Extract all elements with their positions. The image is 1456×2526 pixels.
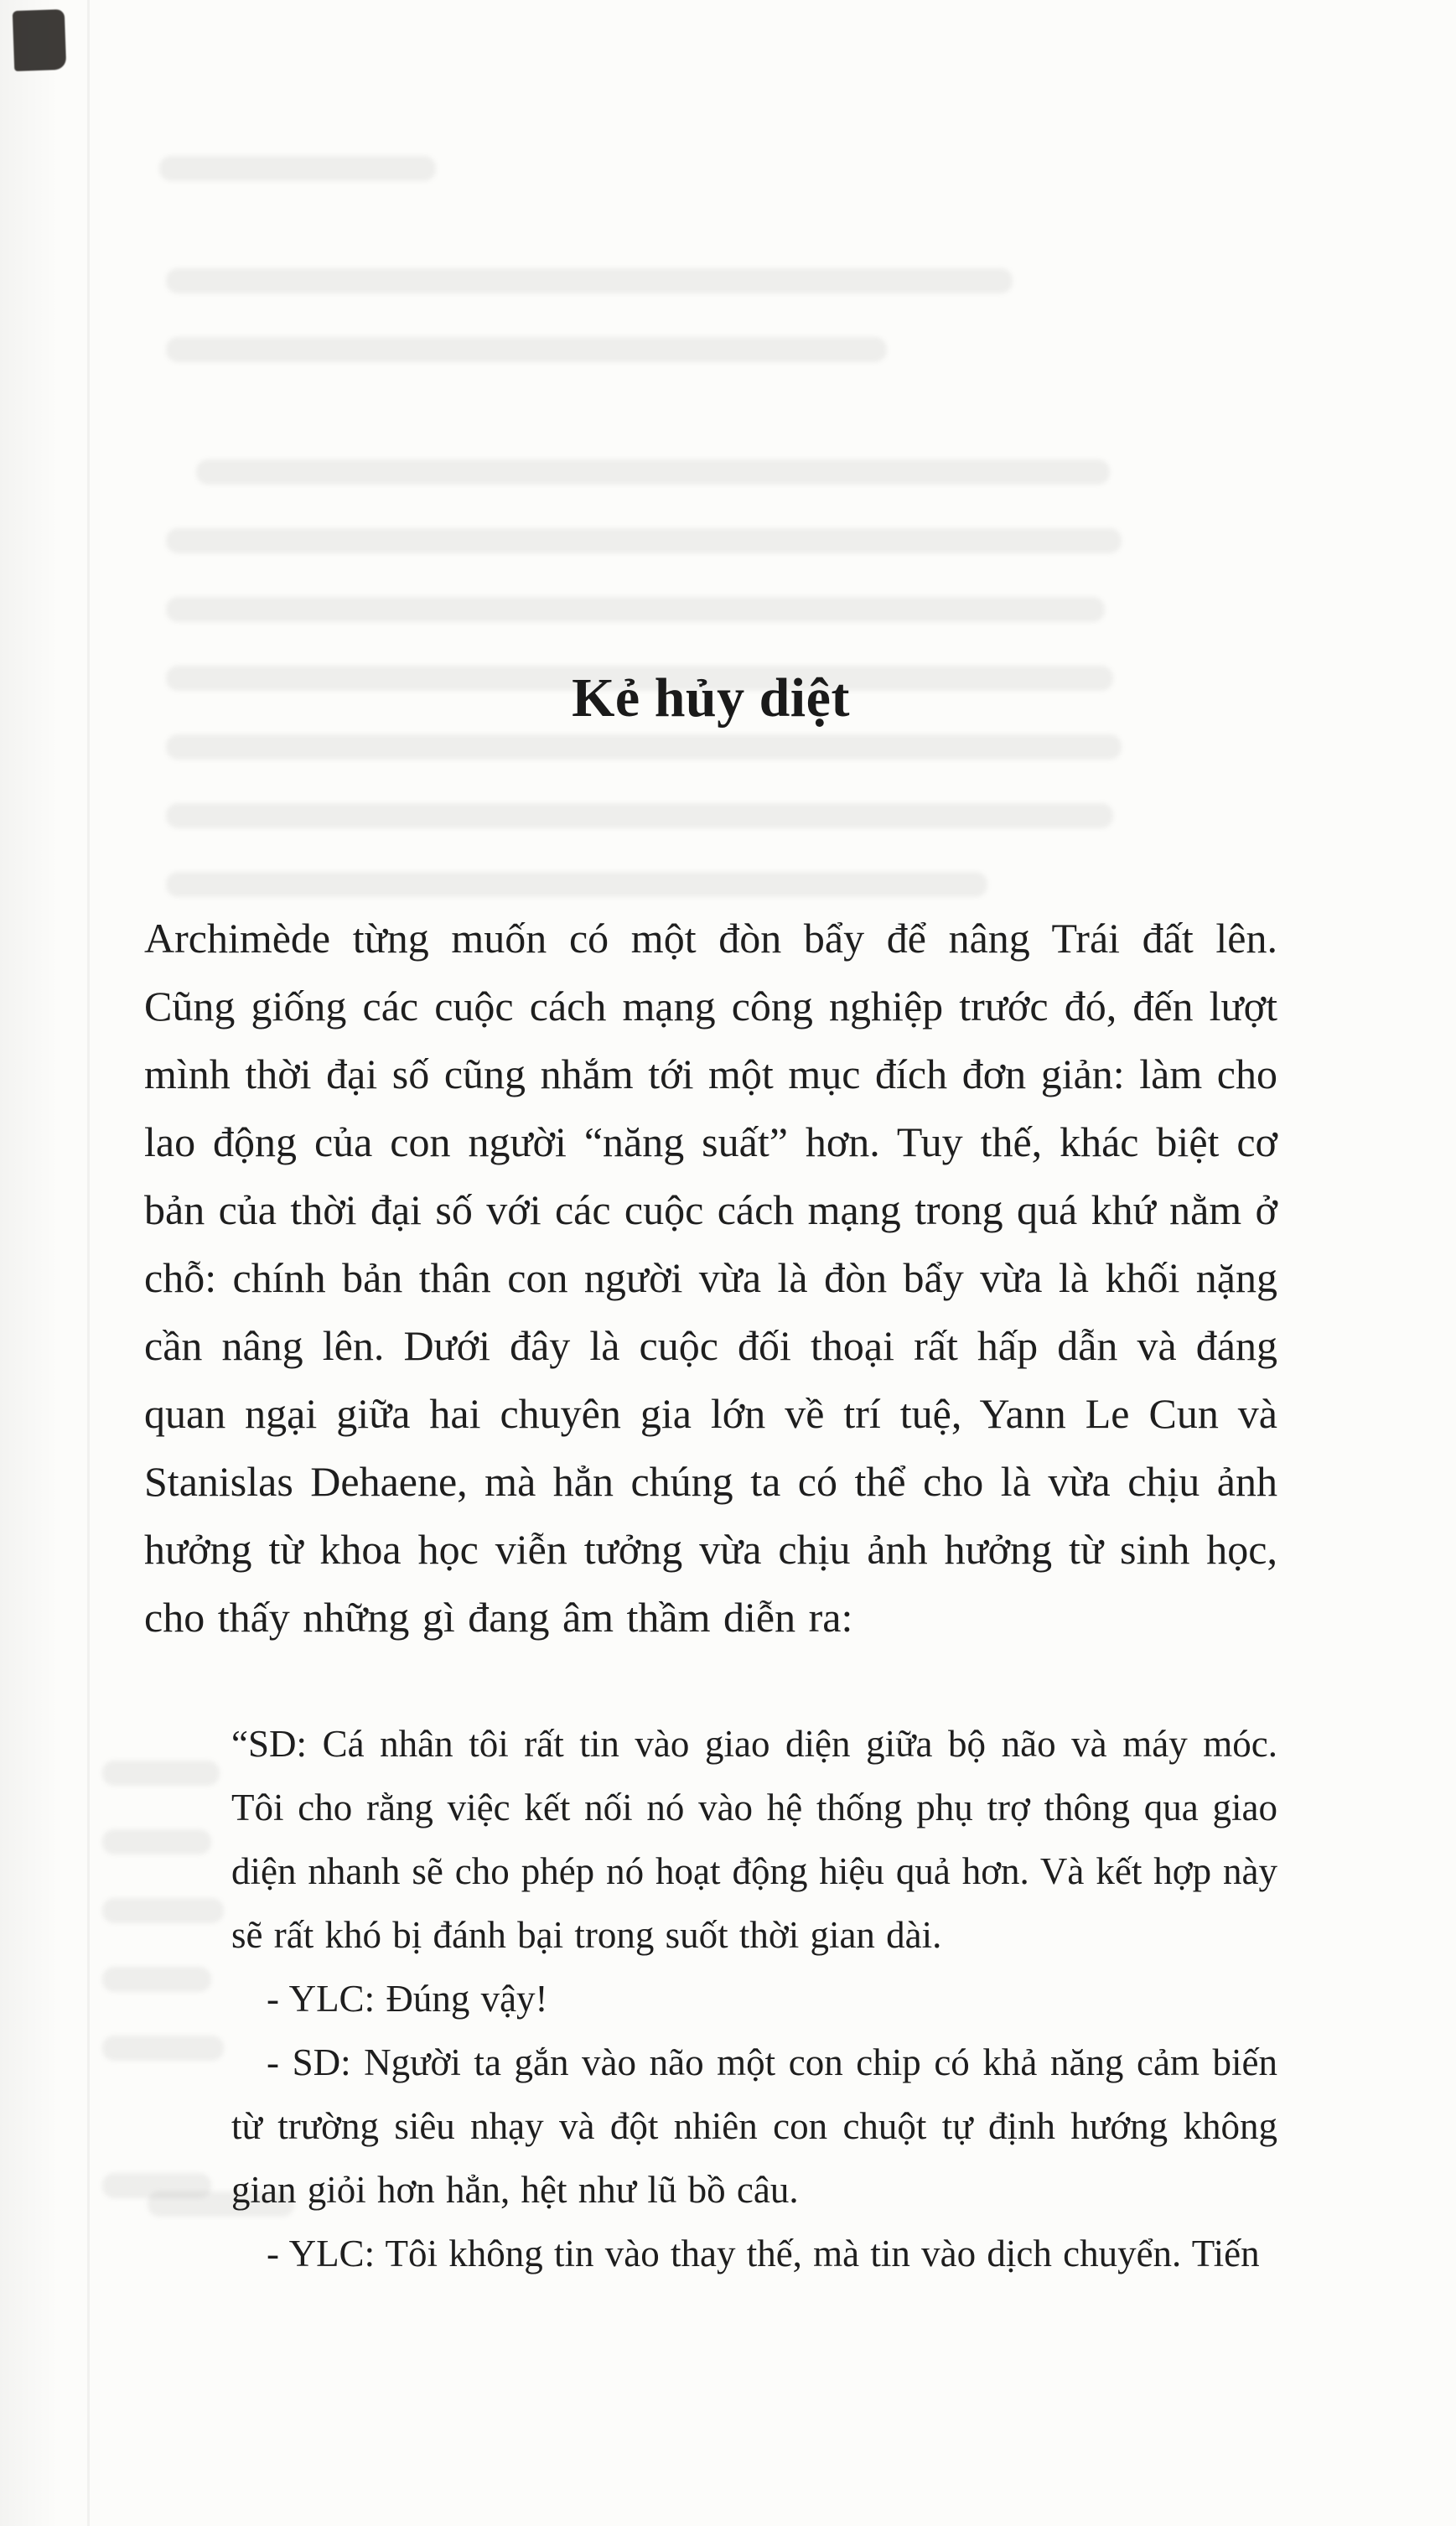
page-edge-line (87, 0, 90, 2526)
chapter-title: Kẻ hủy diệt (572, 667, 850, 729)
quote-paragraph: - YLC: Đúng vậy! (267, 1978, 548, 2020)
quote-paragraph: “SD: Cá nhân tôi rất tin vào giao diện giữa bộ não và máy móc. Tôi cho rằng việc kết nối nó vào hệ thống phụ trợ thông qua giao diện nhanh sẽ cho phép nó hoạt động hiệu quả hơn. Và kết hợp này sẽ rất khó bị đánh bại trong suốt thời gian dài. (231, 1723, 1277, 1956)
scan-corner-mark (13, 9, 66, 71)
body-paragraph: Archimède từng muốn có một đòn bẩy để nâng Trái đất lên. Cũng giống các cuộc cách mạng công nghiệp trước đó, đến lượt mình thời đại số cũng nhắm tới một mục đích đơn giản: làm cho lao động của con người “năng suất” hơn. Tuy thế, khác biệt cơ bản của thời đại số với các cuộc cách mạng trong quá khứ nằm ở chỗ: chính bản thân con người vừa là đòn bẩy vừa là khối nặng cần nâng lên. Dưới đây là cuộc đối thoại rất hấp dẫn và đáng quan ngại giữa hai chuyên gia lớn về trí tuệ, Yann Le Cun và Stanislas Dehaene, mà hẳn chúng ta có thể cho là vừa chịu ảnh hưởng từ khoa học viễn tưởng vừa chịu ảnh hưởng từ sinh học, cho thấy những gì đang âm thầm diễn ra: (144, 915, 1277, 1641)
quote-paragraph: - YLC: Tôi không tin vào thay thế, mà tin vào dịch chuyển. Tiến (267, 2233, 1260, 2274)
dialogue-quote (231, 1712, 1277, 2285)
quote-paragraph: - SD: Người ta gắn vào não một con chip có khả năng cảm biến từ trường siêu nhạy và đột nhiên con chuột tự định hướng không gian giỏi hơn hẳn, hệt như lũ bồ câu. (231, 2041, 1277, 2211)
text-column (144, 0, 1277, 2285)
